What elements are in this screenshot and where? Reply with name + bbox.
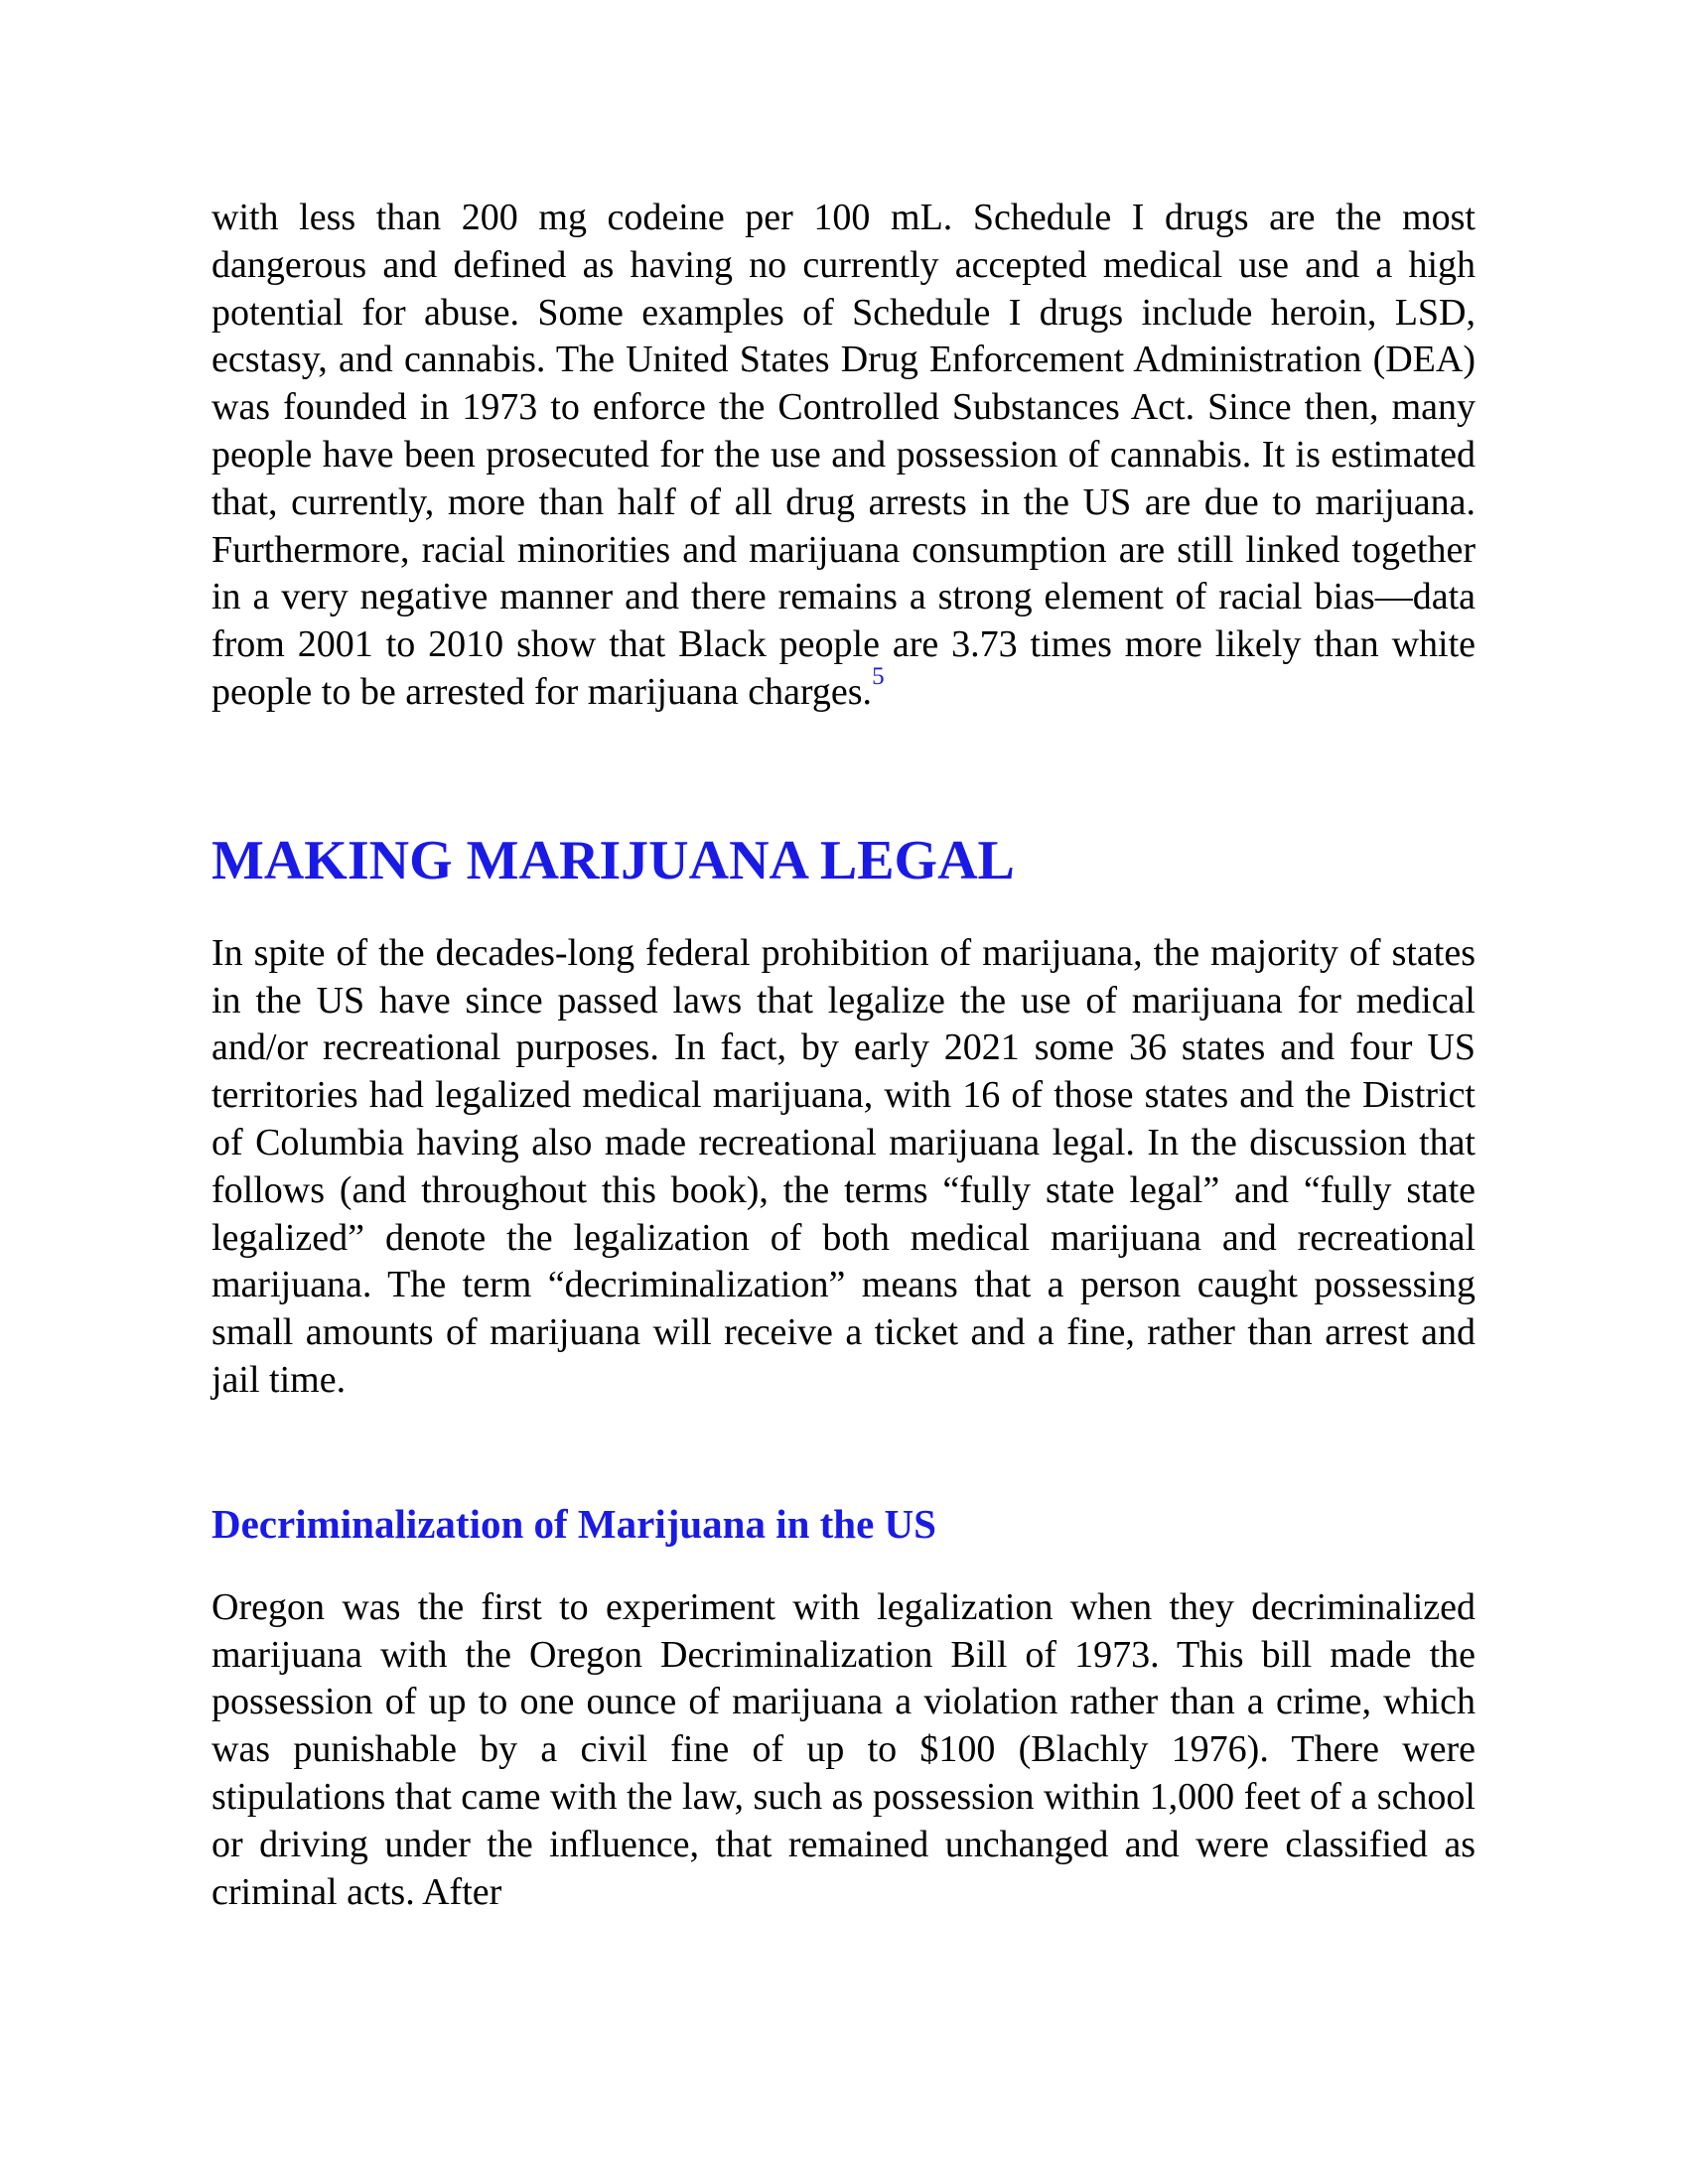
subsection-heading: Decriminalization of Marijuana in the US	[211, 1500, 936, 1547]
body-paragraph: In spite of the decades-long federal prohibition of marijuana, the majority of states in the US have since passed laws that legalize the use of marijuana for medical and/or recreational purposes. In fact, by early 2021 some 36 states and four US territories had legalized medical marijuana, with 16 of those states and the District of Columbia having also made recreational marijuana legal. In the discussion that follows (and throughout this book), the terms “fully state legal” and “fully state legalized” denote the legalization of both medical marijuana and recreational marijuana. The term “decriminalization” means that a person caught possessing small amounts of marijuana will receive a ticket and a fine, rather than arrest and jail time.	[211, 931, 1476, 1401]
document-page	[211, 195, 1476, 1916]
footnote-reference-link[interactable]: 5	[872, 663, 885, 691]
body-paragraph: Oregon was the first to experiment with legalization when they decriminalized marijuana with the Oregon Decriminalization Bill of 1973. This bill made the possession of up to one ounce of marijuana a violation rather than a crime, which was punishable by a civil fine of up to $100 (Blachly 1976). There were stipulations that came with the law, such as possession within 1,000 feet of a school or driving under the influence, that remained unchanged and were classified as criminal acts. After	[211, 1585, 1476, 1913]
body-paragraph	[211, 195, 1476, 717]
paragraph-text: with less than 200 mg codeine per 100 mL. Schedule I drugs are the most dangerous and defined as having no currently accepted medical use and a high potential for abuse. Some examples of Schedule I drugs include heroin, LSD, ecstasy, and cannabis. The United States Drug Enforcement Administration (DEA) was founded in 1973 to enforce the Controlled Substances Act. Since then, many people have been prosecuted for the use and possession of cannabis. It is estimated that, currently, more than half of all drug arrests in the US are due to marijuana. Furthermore, racial minorities and marijuana consumption are still linked together in a very negative manner and there remains a strong element of racial bias—data from 2001 to 2010 show that Black people are 3.73 times more likely than white people to be arrested for marijuana charges.	[211, 197, 1476, 713]
section-heading: MAKING MARIJUANA LEGAL	[211, 829, 1015, 891]
